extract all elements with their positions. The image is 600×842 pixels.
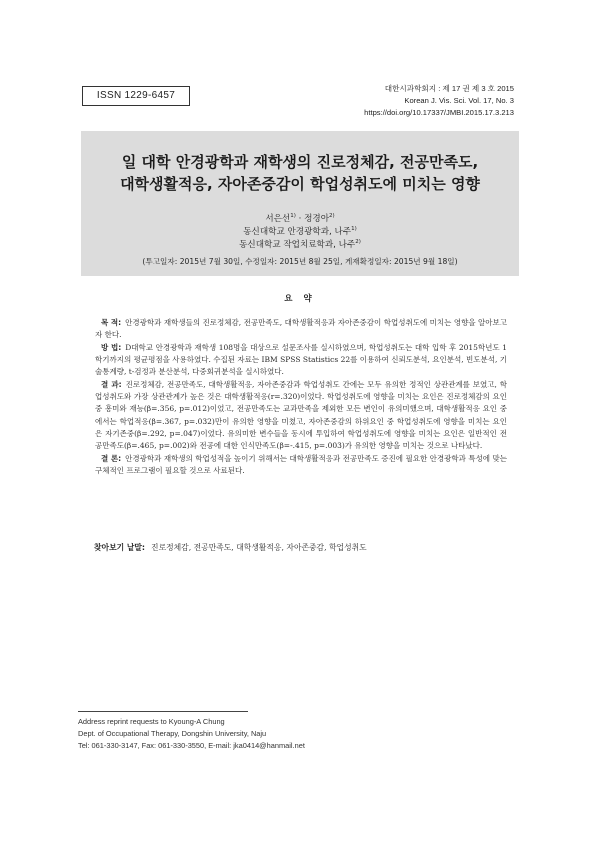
affiliation-1 [81, 226, 519, 239]
result-text: 진로정체감, 전공만족도, 대학생활적응, 자아존중감과 학업성취도 간에는 모두 유의한 정적인 상관관계를 보였고, 학업성취도와 가장 상관관계가 높은 것은 대학생활적응(r=.320)이었다. 학업성취도에 영향을 미치는 요인은 진로정체감의 요인 중 흥미와 재능(β=.356, p=.012)이었고, 전공만족도는 교과만족을 제외한 모든 변인이 유의미했으며, 대학생활적응 요인 중에서는 학업적응(β=.367, p=.032)만이 유의한 영향을 미쳤고, 자아존중감의 하위요인 중 학업성취도에 영향을 미치는 요인은 자기존중(β=.292, p=.047)이었다. 유의미한 변수들을 동시에 투입하여 학업성취도에 영향을 미치는 요인은 일반적인 전공만족도(β=.465, p=.002)와 전공에 대한 인식만족도(β=-.415, p=.003)가 유의한 영향을 미치는 것으로 나타났다. [95, 379, 507, 451]
keywords-label: 찾아보기 낱말: [94, 543, 146, 552]
journal-korean: 대한시과학회지 : 제 17 권 제 3 호 2015 [384, 84, 514, 93]
method-label: 방 법: [101, 342, 122, 352]
footnote-line1: Address reprint requests to Kyoung-A Chung [78, 717, 225, 726]
affiliation-2 [81, 239, 519, 252]
keywords-text: 진로정체감, 전공만족도, 대학생활적응, 자아존중감, 학업성취도 [151, 543, 367, 552]
footnote-divider [78, 711, 248, 712]
affiliation-2-mark: 2) [355, 239, 361, 246]
conclusion-text: 안경광학과 재학생의 학업성적을 높이기 위해서는 대학생활적응과 전공만족도 증진에 필요한 안경광학과 특성에 맞는 구체적인 프로그램이 필요할 것으로 사료된다. [95, 453, 507, 476]
doi-link[interactable]: https://doi.org/10.17337/JMBI.2015.17.3.213 [364, 108, 514, 117]
journal-info [254, 83, 514, 119]
title-line1-prefix: 일 대학 [121, 153, 171, 171]
author-names [81, 213, 519, 226]
correspondence-footnote [78, 716, 478, 753]
abstract-body [95, 317, 507, 477]
affiliation-2-text: 동신대학교 작업치료학과, 나주 [239, 240, 356, 250]
abstract-result [95, 379, 507, 453]
title-block [81, 131, 519, 276]
submission-dates: (투고일자: 2015년 7월 30일, 수정일자: 2015년 8월 25일, 게재확정일자: 2015년 9월 18일) [142, 257, 458, 266]
result-label: 결 과: [101, 379, 122, 389]
title-line1: 안경광학과 재학생의 진로정체감, 전공만족도, [175, 153, 479, 171]
paper-title [81, 151, 519, 195]
conclusion-label: 결 론: [101, 453, 122, 463]
footnote-line2: Dept. of Occupational Therapy, Dongshin University, Naju [78, 729, 267, 739]
footnote-line3: Tel: 061-330-3147, Fax: 061-330-3550, E-mail: jka0414@hanmail.net [78, 741, 305, 751]
abstract-conclusion [95, 453, 507, 478]
abstract-method [95, 342, 507, 379]
purpose-label: 목 적: [101, 318, 122, 327]
affiliation-1-mark: 1) [351, 226, 357, 233]
purpose-text: 안경광학과 재학생들의 진로정체감, 전공만족도, 대학생활적응과 자아존중감이 학업성취도에 미치는 영향을 알아보고자 한다. [95, 318, 507, 340]
keywords [94, 542, 514, 554]
author-separator: · [295, 214, 305, 224]
author-block [81, 213, 519, 252]
affiliation-1-text: 동신대학교 안경광학과, 나주 [243, 227, 352, 237]
abstract-purpose [95, 317, 507, 342]
author-2-mark: 2) [329, 213, 335, 220]
abstract-heading: 요 약 [284, 294, 316, 304]
method-text: D대학교 안경광학과 재학생 108명을 대상으로 설문조사를 실시하였으며, 학업성취도는 대학 입학 후 2015학년도 1학기까지의 평균평점을 사용하였다. 수집된 자료는 IBM SPSS Statistics 22를 이용하여 신뢰도분석, 요인분석, 빈도분석, 기술통계량, t-검정과 분산분석, 다중회귀분석을 실시하였다. [95, 342, 507, 377]
issn-box: ISSN 1229-6457 [82, 86, 190, 106]
author-1-mark: 1) [290, 213, 296, 220]
journal-english: Korean J. Vis. Sci. Vol. 17, No. 3 [404, 96, 514, 105]
title-line2: 대학생활적응, 자아존중감이 학업성취도에 미치는 영향 [120, 175, 480, 193]
author-1: 서은선 [265, 214, 291, 224]
author-2: 정경아 [304, 214, 329, 224]
